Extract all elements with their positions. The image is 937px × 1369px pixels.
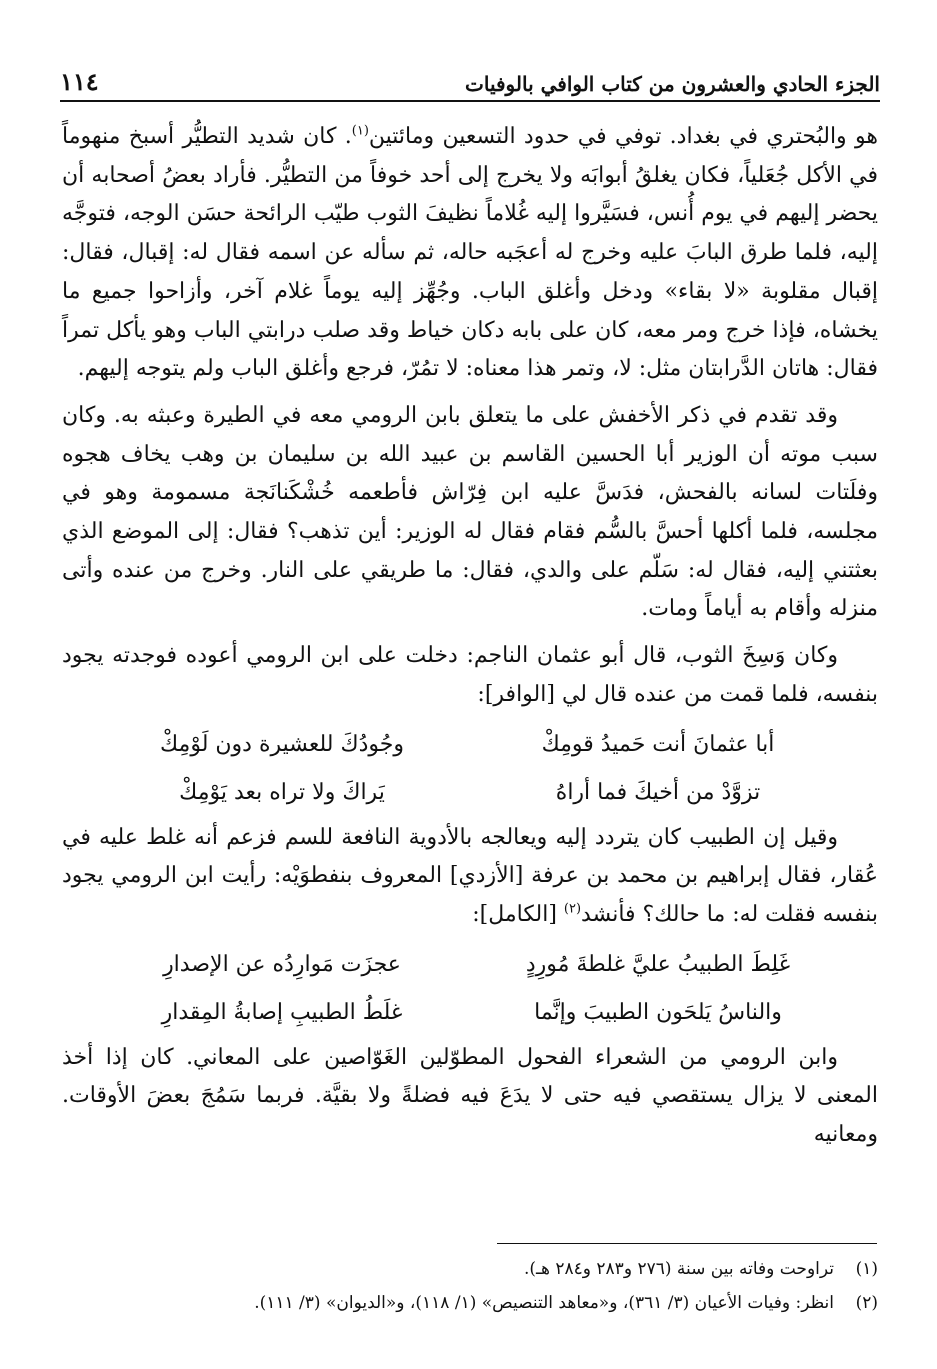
footnote-ref-1: (١)	[351, 123, 369, 139]
header-divider	[60, 100, 880, 102]
paragraph-1-text-a: هو والبُحتري في بغداد. توفي في حدود التسعين ومائتين	[368, 124, 878, 149]
footnote-mark: (١)	[855, 1259, 878, 1279]
verse-hemistich-first: والناسُ يَلحَون الطبيبَ وإنَّما	[534, 999, 782, 1025]
paragraph-4	[62, 819, 878, 935]
footnotes	[62, 1252, 878, 1320]
paragraph-5: وابن الرومي من الشعراء الفحول المطوّلين الغَوّاصين على المعاني. كان إذا أخذ المعنى لا يزال يستقصي فيه حتى لا يدَعَ فيه فضلةً ولا بقيَّة. فربما سَمُجَ بعضَ الأوقات. ومعانيه	[62, 1044, 878, 1148]
footnote-mark: (٢)	[855, 1293, 878, 1313]
page-header	[60, 58, 880, 96]
verse-hemistich-first: غَلِطَ الطبيبُ عليَّ غلطةَ مُورِدٍ	[525, 951, 791, 977]
paragraph-1-text-b: . كان شديد التطيُّر أسبخ منهوماً في الأكل جُعَلياً، فكان يغلقُ أبوابَه ولا يخرج إلى أحد خوفاً من التطيُّر. فأراد بعضُ أصحابه أن يحضر إليهم في يوم أُنس، فسَيَّروا إليه غُلاماً نظيفَ الثوب طيّب الرائحة حسَن الوجه، فتوجَّه إليه، فلما طرق البابَ عليه وخرج له أعجَبه حاله، ثم سأله عن اسمه فقال له: إقبال، فقال: إقبال مقلوبة «لا بقاء» ودخل وأغلق الباب. وجُهِّز إليه يوماً غلام آخر، وأزاحوا جميع ما يخشاه، فإذا خرج ومر معه، كان على بابه دكان خياط وقد صلب درابتي الباب وهو يأكل تمراً فقال: هاتان الدَّرابتان مثل: لا، وتمر هذا معناه: لا تمُرّ، فرجع وأغلق الباب ولم يتوجه إليهم.	[62, 124, 878, 382]
paragraph-4-text-a: وقيل إن الطبيب كان يتردد إليه ويعالجه بالأدوية النافعة للسم فزعم أنه غلط عليه في عُقار، فقال إبراهيم بن محمد بن عرفة [الأزدي] المعروف بنفطوَيْه: رأيت ابن الرومي يجود بنفسه فقلت له: ما حالك؟ فأنشد	[62, 824, 878, 927]
page-number: ١١٤	[60, 67, 99, 96]
verse-line	[62, 943, 878, 987]
verse-hemistich-second: وجُودُكَ للعشيرة دون لَوْمِكْ	[160, 731, 404, 757]
footnote-text: انظر: وفيات الأعيان (٣/ ٣٦١)، و«معاهد التنصيص» (١/ ١١٨)، و«الديوان» (٣/ ١١١).	[254, 1293, 834, 1313]
verse-line	[62, 771, 878, 815]
paragraph-3: وكان وَسِخَ الثوب، قال أبو عثمان الناجم: دخلت على ابن الرومي أعوده فوجدته يجود بنفسه، فلما قمت من عنده قال لي [الوافر]:	[62, 643, 878, 707]
verse-hemistich-second: يَراكَ ولا تراه بعد يَوْمِكْ	[179, 779, 385, 805]
verse-hemistich-second: عجزَت مَوارِدُه عن الإصدارِ	[163, 951, 401, 977]
verse-hemistich-first: أبا عثمانَ أنت حَميدُ قومِكْ	[541, 731, 775, 757]
footnote	[62, 1252, 878, 1286]
footnote-ref-2: (٢)	[563, 901, 582, 917]
verse-line	[62, 723, 878, 767]
main-text	[62, 118, 878, 1163]
verse-line	[62, 991, 878, 1035]
footnote	[62, 1286, 878, 1320]
running-title: الجزء الحادي والعشرون من كتاب الوافي بالوفيات	[465, 72, 880, 96]
verse-hemistich-first: تزوَّدْ من أخيكَ فما أراهُ	[555, 779, 761, 805]
paragraph-2: وقد تقدم في ذكر الأخفش على ما يتعلق بابن الرومي معه في الطيرة وعبثه به. وكان سبب موته أن الوزير أبا الحسين القاسم بن عبيد الله بن سليمان بن وهب يخاف هجوه وفلَتات لسانه بالفحش، فدَسَّ عليه ابن فِرّاش فأطعمه خُشْكَنانَجة مسمومة وهو في مجلسه، فلما أكلها أحسَّ بالسُّم فقام فقال له الوزير: أين تذهب؟ فقال: إلى الموضع الذي بعثتني إليه، فقال له: سَلّم على والدي، فقال: ما طريقي على النار. وخرج من عنده وأتى منزله وأقام به أياماً ومات.	[62, 402, 878, 622]
paragraph-4-text-b: [الكامل]:	[472, 901, 564, 927]
verse-hemistich-second: غلَطُ الطبيبِ إصابةُ المِقدارِ	[161, 999, 403, 1025]
footnote-text: تراوحت وفاته بين سنة (٢٧٦ و٢٨٣ و٢٨٤ هـ).	[523, 1259, 834, 1279]
footnote-divider	[497, 1243, 877, 1244]
paragraph-1	[62, 118, 878, 389]
